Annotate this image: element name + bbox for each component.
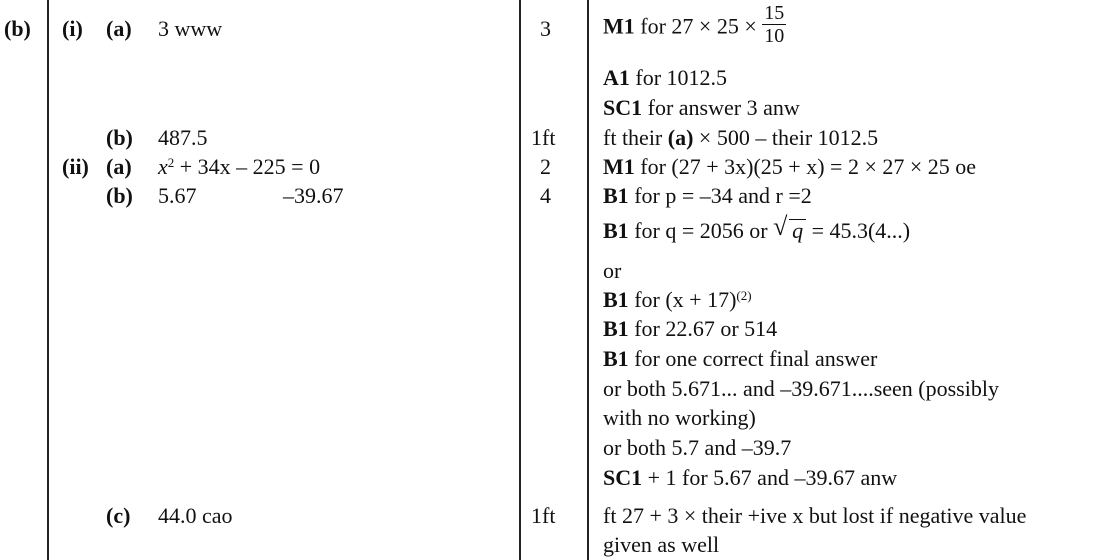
guidance-mark-code: M1 <box>603 154 635 179</box>
answer-i-a: 3 www <box>158 16 223 41</box>
sub-label-ii-b: (b) <box>106 183 133 208</box>
guidance-mark-code: B1 <box>603 218 629 243</box>
mark-ii-a: 2 <box>540 154 551 179</box>
guidance-text: for one correct final answer <box>634 346 878 371</box>
guidance-mark-code: SC1 <box>603 95 643 120</box>
guidance-mark-code: SC1 <box>603 465 643 490</box>
guidance-line-10 <box>603 316 777 342</box>
fraction <box>762 2 786 47</box>
answer-ii-a <box>158 154 320 180</box>
guidance-line-2 <box>603 65 727 91</box>
guidance-text: for (27 + 3x)(25 + x) = 2 × 27 × 25 oe <box>640 154 977 179</box>
guidance-mark-code: B1 <box>603 183 629 208</box>
mark-i-b: 1ft <box>531 125 556 150</box>
guidance-line-11 <box>603 346 877 372</box>
answer-ii-b-value-1: 5.67 <box>158 183 197 208</box>
guidance-mark-code: A1 <box>603 65 630 90</box>
sub-label-i: (i) <box>62 16 83 41</box>
column-divider-2 <box>519 0 521 560</box>
guidance-line-5 <box>603 154 976 180</box>
guidance-text: ft their <box>603 125 663 150</box>
radical-sign: √ <box>773 212 788 241</box>
answer-ii-a-rest: + 34x – 225 = 0 <box>179 154 321 179</box>
guidance-text: + 1 for 5.67 and –39.67 anw <box>647 465 898 490</box>
guidance-line-13: with no working) <box>603 405 756 430</box>
mark-i-a: 3 <box>540 16 551 41</box>
guidance-text: for 1012.5 <box>635 65 728 90</box>
column-divider-1 <box>47 0 49 560</box>
answer-ii-a-var: x <box>158 154 168 179</box>
guidance-line-14: or both 5.7 and –39.7 <box>603 435 792 460</box>
part-label-b: (b) <box>4 16 31 41</box>
guidance-text: = 45.3(4...) <box>811 218 911 243</box>
guidance-mark-code: B1 <box>603 287 629 312</box>
guidance-text: × 500 – their 1012.5 <box>698 125 879 150</box>
guidance-mark-code: B1 <box>603 316 629 341</box>
guidance-mark-code: B1 <box>603 346 629 371</box>
column-divider-3 <box>587 0 589 560</box>
fraction-numerator: 15 <box>764 2 785 24</box>
answer-c: 44.0 cao <box>158 503 233 528</box>
guidance-line-8: or <box>603 258 622 283</box>
square-root <box>773 212 806 244</box>
guidance-line-16: ft 27 + 3 × their +ive x but lost if negative value <box>603 503 1027 528</box>
sub-label-i-a: (a) <box>106 16 132 41</box>
guidance-line-3 <box>603 95 800 121</box>
answer-ii-a-exponent: 2 <box>167 155 175 170</box>
sub-label-ii: (ii) <box>62 154 89 179</box>
guidance-text: for q = 2056 or <box>634 218 768 243</box>
mark-ii-b: 4 <box>540 183 551 208</box>
guidance-line-15 <box>603 465 897 491</box>
guidance-line-7 <box>603 212 911 244</box>
fraction-denominator: 10 <box>764 25 785 47</box>
sub-label-ii-a: (a) <box>106 154 132 179</box>
guidance-line-4 <box>603 125 878 151</box>
guidance-line-6 <box>603 183 812 209</box>
guidance-text: for (x + 17) <box>634 287 737 312</box>
guidance-line-12: or both 5.671... and –39.671....seen (possibly <box>603 376 999 401</box>
answer-ii-b-value-2: –39.67 <box>283 183 344 208</box>
guidance-line-9 <box>603 287 752 313</box>
guidance-text: for 27 × 25 × <box>640 13 757 39</box>
guidance-text: for answer 3 anw <box>647 95 800 120</box>
answer-i-b: 487.5 <box>158 125 208 150</box>
superscript: (2) <box>736 288 752 303</box>
radicand: q <box>789 219 806 242</box>
guidance-line-1 <box>603 2 786 51</box>
guidance-text: for p = –34 and r =2 <box>634 183 812 208</box>
sub-label-i-b: (b) <box>106 125 133 150</box>
sub-label-c: (c) <box>106 503 131 528</box>
guidance-mark-code: M1 <box>603 13 635 39</box>
guidance-line-17: given as well <box>603 532 720 557</box>
guidance-ref: (a) <box>667 125 694 150</box>
guidance-text: for 22.67 or 514 <box>634 316 778 341</box>
mark-c: 1ft <box>531 503 556 528</box>
